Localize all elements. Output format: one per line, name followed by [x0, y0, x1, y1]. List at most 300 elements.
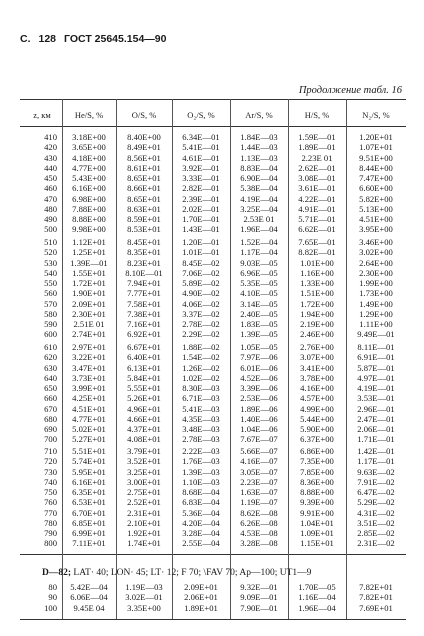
cell-o2: 1.01E—01: [182, 247, 220, 258]
cell-o: 7.77E+01: [127, 288, 161, 299]
cell-o: 1.74E+01: [127, 538, 161, 549]
cell-o: 4.37E+01: [127, 424, 161, 434]
cell-altitude: 530: [44, 257, 57, 268]
cell-n2: 3.51E—02: [357, 517, 395, 528]
cell-h: 6.86E+00: [300, 446, 334, 456]
cell-altitude: 510: [44, 237, 57, 247]
cell-altitude: 660: [44, 393, 57, 404]
cell-ar: 1.89E—06: [240, 403, 278, 414]
param-f: F: [181, 568, 187, 578]
cell-h: 7.35E+00: [300, 456, 334, 467]
cell-o2: 3.92E—01: [182, 162, 220, 173]
cell-h: 3.78E+00: [300, 372, 334, 383]
cell-he: 3.65E+00: [72, 142, 106, 153]
cell-he: 6.99E+01: [72, 528, 106, 538]
cell-n2: 2.06E—01: [357, 424, 395, 434]
cell-ar: 2.53E 01: [243, 214, 275, 224]
cell-he: 7.88E+00: [72, 203, 106, 214]
cell-o2: 4.06E—02: [182, 298, 220, 309]
cell-h: 1.94E+00: [300, 308, 334, 319]
cell-o: 8.10E—01: [125, 267, 163, 278]
cell-he: 3.73E+01: [72, 372, 106, 383]
cell-ar: 1.39E—05: [240, 329, 278, 340]
cell-he: 6.35E+01: [72, 487, 106, 497]
cell-o: 8.53E+01: [127, 224, 161, 235]
cell-he: 4.77E+00: [72, 162, 106, 173]
param-lat-value: 40;: [96, 568, 109, 578]
cell-altitude: 450: [44, 173, 57, 183]
cell-h: 3.41E+00: [300, 362, 334, 373]
cell-ar: 1.17E—04: [240, 247, 278, 258]
param-lat: LAT·: [73, 568, 94, 578]
cell-o2: 1.89E+01: [184, 602, 218, 613]
column-header-h: H/S, %: [304, 110, 330, 120]
cell-altitude: 590: [44, 319, 57, 329]
cell-o: 8.59E+01: [127, 214, 161, 224]
cell-n2: 4.19E—01: [357, 383, 395, 393]
cell-he: 3.22E+01: [72, 352, 106, 363]
cell-h: 4.22E—01: [298, 193, 336, 204]
cell-n2: 4.51E+00: [359, 214, 393, 224]
cell-n2: 4.97E—01: [357, 372, 395, 383]
cell-he: 1.39E—01: [70, 257, 108, 268]
cell-h: 1.96E—04: [298, 602, 336, 613]
cell-h: 1.09E+01: [300, 528, 334, 538]
cell-n2: 1.99E+00: [359, 278, 393, 288]
cell-o2: 1.43E—01: [182, 224, 220, 235]
cell-o2: 2.02E—01: [182, 203, 220, 214]
parameter-line: [42, 568, 311, 578]
cell-o: 4.66E+01: [127, 413, 161, 424]
cell-he: 5.27E+01: [72, 434, 106, 445]
cell-altitude: 460: [44, 183, 57, 194]
cell-o2: 1.76E—03: [182, 456, 220, 467]
cell-n2: 3.53E—01: [357, 393, 395, 404]
cell-n2: 9.51E+00: [359, 152, 393, 163]
cell-o: 6.67E+01: [127, 342, 161, 352]
cell-h: 6.37E+00: [300, 434, 334, 445]
cell-ar: 1.52E—04: [240, 237, 278, 247]
param-ap: Ap—100;: [239, 568, 278, 578]
param-f-value: 70;: [188, 568, 202, 578]
cell-o2: 6.34E—01: [182, 132, 220, 142]
cell-o: 4.96E+01: [127, 403, 161, 414]
cell-n2: 2.96E—01: [357, 403, 395, 414]
cell-h: 4.91E—01: [298, 203, 336, 214]
cell-ar: 5.35E—05: [240, 278, 278, 288]
cell-ar: 1.40E—06: [240, 413, 278, 424]
cell-o2: 1.54E—02: [182, 352, 220, 363]
cell-altitude: 730: [44, 466, 57, 477]
cell-o2: 4.35E—03: [182, 413, 220, 424]
cell-n2: 2.64E+00: [359, 257, 393, 268]
cell-altitude: 440: [44, 162, 57, 173]
cell-altitude: 610: [44, 342, 57, 352]
cell-o2: 2.09E+01: [184, 582, 218, 592]
cell-o: 8.35E+01: [127, 247, 161, 258]
cell-h: 4.57E+00: [300, 393, 334, 404]
cell-he: 5.95E+01: [72, 466, 106, 477]
cell-ar: 3.39E—06: [240, 383, 278, 393]
cell-ar: 7.90E—01: [240, 602, 278, 613]
table-bottom-rule: [20, 619, 406, 620]
section-separator-rule: [20, 554, 406, 555]
cell-o2: 1.02E—02: [182, 372, 220, 383]
table-top-rule: [20, 99, 406, 100]
cell-o2: 2.39E—01: [182, 193, 220, 204]
param-lt: LT·: [150, 568, 165, 578]
cell-o2: 1.88E—02: [182, 342, 220, 352]
cell-o2: 1.26E—02: [182, 362, 220, 373]
cell-n2: 1.07E+01: [359, 142, 393, 153]
cell-altitude: 470: [44, 193, 57, 204]
cell-ar: 1.44E—03: [240, 142, 278, 153]
param-lon-value: 45;: [135, 568, 149, 578]
cell-ar: 4.10E—05: [240, 288, 278, 299]
cell-n2: 3.46E+00: [359, 237, 393, 247]
cell-h: 5.90E+00: [300, 424, 334, 434]
cell-o: 8.40E+00: [127, 132, 161, 142]
cell-o2: 1.70E—01: [182, 214, 220, 224]
cell-h: 5.44E+00: [300, 413, 334, 424]
cell-n2: 7.82E+01: [359, 582, 393, 592]
cell-h: 2.46E+00: [300, 329, 334, 340]
cell-h: 1.72E+00: [300, 298, 334, 309]
cell-o: 7.94E+01: [127, 278, 161, 288]
cell-ar: 3.28E—08: [240, 538, 278, 549]
cell-he: 6.98E+00: [72, 193, 106, 204]
cell-ar: 1.19E—07: [240, 497, 278, 508]
cell-ar: 1.96E—04: [240, 224, 278, 235]
param-lon: LON·: [110, 568, 134, 578]
cell-ar: 4.19E—04: [240, 193, 278, 204]
cell-altitude: 430: [44, 152, 57, 163]
cell-o2: 5.41E—03: [182, 403, 220, 414]
cell-o2: 8.68E—04: [182, 487, 220, 497]
cell-o: 7.58E+01: [127, 298, 161, 309]
cell-n2: 5.29E—02: [357, 497, 395, 508]
cell-n2: 1.49E+00: [359, 298, 393, 309]
cell-ar: 2.23E—07: [240, 476, 278, 487]
cell-h: 1.15E+01: [300, 538, 334, 549]
cell-h: 3.07E+00: [300, 352, 334, 363]
cell-he: 6.16E+00: [72, 183, 106, 194]
cell-h: 1.59E—01: [298, 132, 336, 142]
cell-n2: 5.82E+00: [359, 193, 393, 204]
cell-o2: 2.78E—02: [182, 319, 220, 329]
cell-ar: 1.83E—05: [240, 319, 278, 329]
cell-altitude: 650: [44, 383, 57, 393]
cell-altitude: 480: [44, 203, 57, 214]
cell-altitude: 570: [44, 298, 57, 309]
cell-h: 6.62E—01: [298, 224, 336, 235]
cell-he: 4.18E+00: [72, 152, 106, 163]
column-header-o: O/S, %: [131, 110, 157, 120]
cell-altitude: 630: [44, 362, 57, 373]
cell-he: 6.53E+01: [72, 497, 106, 508]
cell-he: 1.55E+01: [72, 267, 106, 278]
cell-o: 3.02E—01: [125, 592, 163, 603]
cell-he: 4.51E+01: [72, 403, 106, 414]
cell-n2: 2.30E+00: [359, 267, 393, 278]
cell-he: 6.70E+01: [72, 507, 106, 518]
cell-altitude: 740: [44, 476, 57, 487]
cell-altitude: 680: [44, 413, 57, 424]
cell-altitude: 520: [44, 247, 57, 258]
cell-h: 7.85E+00: [300, 466, 334, 477]
cell-o2: 7.06E—02: [182, 267, 220, 278]
cell-altitude: 420: [44, 142, 57, 153]
cell-o: 2.52E+01: [127, 497, 161, 508]
cell-altitude: 760: [44, 497, 57, 508]
cell-o: 8.49E+01: [127, 142, 161, 153]
cell-he: 3.47E+01: [72, 362, 106, 373]
cell-he: 6.16E+01: [72, 476, 106, 487]
cell-o: 6.13E+01: [127, 362, 161, 373]
cell-n2: 9.49E—01: [357, 329, 395, 340]
cell-h: 1.33E+00: [300, 278, 334, 288]
cell-h: 2.62E—01: [298, 162, 336, 173]
cell-he: 2.97E+01: [72, 342, 106, 352]
cell-he: 7.11E+01: [72, 538, 106, 549]
table-continuation-caption: Продолжение табл. 16: [298, 85, 402, 96]
param-fav-value: 70;: [225, 568, 238, 578]
cell-ar: 6.26E—08: [240, 517, 278, 528]
cell-he: 9.98E+00: [72, 224, 106, 235]
cell-he: 9.45E 04: [73, 602, 105, 613]
cell-n2: 6.60E+00: [359, 183, 393, 194]
cell-o: 5.84E+01: [127, 372, 161, 383]
cell-he: 1.72E+01: [72, 278, 106, 288]
cell-o: 7.38E+01: [127, 308, 161, 319]
column-header-z: z, км: [33, 110, 51, 120]
cell-h: 8.88E+00: [300, 487, 334, 497]
page-number: 128: [38, 33, 57, 45]
cell-ar: 3.25E—04: [240, 203, 278, 214]
cell-n2: 2.85E—02: [357, 528, 395, 538]
cell-altitude: 780: [44, 517, 57, 528]
cell-he: 5.43E+00: [72, 173, 106, 183]
cell-o: 8.65E+01: [127, 173, 161, 183]
column-header-he: He/S, %: [74, 110, 104, 120]
cell-o2: 4.90E—02: [182, 288, 220, 299]
cell-h: 1.04E+01: [300, 517, 334, 528]
cell-n2: 5.13E+00: [359, 203, 393, 214]
cell-n2: 1.73E+00: [359, 288, 393, 299]
cell-h: 2.76E+00: [300, 342, 334, 352]
cell-n2: 1.17E—01: [357, 456, 395, 467]
cell-altitude: 550: [44, 278, 57, 288]
cell-o2: 3.37E—02: [182, 308, 220, 319]
header-bottom-rule: [20, 126, 406, 127]
cell-h: 8.82E—01: [298, 247, 336, 258]
cell-altitude: 750: [44, 487, 57, 497]
cell-o2: 3.33E—01: [182, 173, 220, 183]
cell-h: 7.65E—01: [298, 237, 336, 247]
cell-n2: 6.47E—02: [357, 487, 395, 497]
cell-n2: 3.02E+00: [359, 247, 393, 258]
cell-ar: 4.16E—07: [240, 456, 278, 467]
cell-altitude: 800: [44, 538, 57, 549]
page-header: [20, 32, 400, 46]
cell-o: 8.66E+01: [127, 183, 161, 194]
cell-altitude: 90: [48, 592, 57, 603]
cell-ar: 9.09E—01: [240, 592, 278, 603]
param-fav: \FAV: [203, 568, 223, 578]
cell-ar: 3.14E—05: [240, 298, 278, 309]
cell-ar: 1.63E—07: [240, 487, 278, 497]
cell-h: 2.23E 01: [301, 152, 333, 163]
cell-altitude: 620: [44, 352, 57, 363]
cell-h: 3.61E—01: [298, 183, 336, 194]
cell-altitude: 720: [44, 456, 57, 467]
cell-n2: 3.95E+00: [359, 224, 393, 235]
cell-o: 1.19E—03: [125, 582, 163, 592]
cell-ar: 7.67E—07: [240, 434, 278, 445]
cell-ar: 7.97E—06: [240, 352, 278, 363]
cell-altitude: 600: [44, 329, 57, 340]
cell-o2: 1.10E—03: [182, 476, 220, 487]
cell-ar: 8.62E—08: [240, 507, 278, 518]
cell-he: 2.51E 01: [73, 319, 105, 329]
cell-he: 5.02E+01: [72, 424, 106, 434]
cell-ar: 1.05E—05: [240, 342, 278, 352]
cell-o: 6.40E+01: [127, 352, 161, 363]
cell-altitude: 410: [44, 132, 57, 142]
cell-o2: 5.89E—02: [182, 278, 220, 288]
cell-he: 2.30E+01: [72, 308, 106, 319]
cell-ar: 1.84E—03: [240, 132, 278, 142]
cell-ar: 9.03E—05: [240, 257, 278, 268]
cell-ar: 9.32E—01: [240, 582, 278, 592]
cell-he: 4.77E+01: [72, 413, 106, 424]
cell-ar: 8.83E—04: [240, 162, 278, 173]
cell-altitude: 700: [44, 434, 57, 445]
cell-ar: 1.13E—03: [240, 152, 278, 163]
cell-h: 1.01E+00: [300, 257, 334, 268]
cell-o2: 2.55E—04: [182, 538, 220, 549]
cell-o2: 1.20E—01: [182, 237, 220, 247]
cell-o: 8.61E+01: [127, 162, 161, 173]
column-header-n2: N₂/S, %: [362, 110, 390, 120]
cell-he: 4.25E+01: [72, 393, 106, 404]
cell-o2: 5.41E—01: [182, 142, 220, 153]
cell-n2: 6.91E—01: [357, 352, 395, 363]
cell-altitude: 500: [44, 224, 57, 235]
cell-h: 5.71E—01: [298, 214, 336, 224]
cell-h: 9.91E+00: [300, 507, 334, 518]
cell-altitude: 790: [44, 528, 57, 538]
cell-ar: 1.04E—06: [240, 424, 278, 434]
cell-o: 2.75E+01: [127, 487, 161, 497]
cell-o2: 8.30E—03: [182, 383, 220, 393]
cell-o: 6.92E+01: [127, 329, 161, 340]
cell-n2: 4.31E—02: [357, 507, 395, 518]
cell-o2: 2.06E+01: [184, 592, 218, 603]
cell-ar: 2.53E—06: [240, 393, 278, 404]
cell-altitude: 670: [44, 403, 57, 414]
cell-o2: 6.83E—04: [182, 497, 220, 508]
param-ut: UT1—9: [279, 568, 312, 578]
cell-o2: 3.48E—03: [182, 424, 220, 434]
cell-n2: 7.47E+00: [359, 173, 393, 183]
cell-h: 1.70E—05: [298, 582, 336, 592]
cell-n2: 7.91E—02: [357, 476, 395, 487]
cell-ar: 4.53E—08: [240, 528, 278, 538]
cell-o2: 2.78E—03: [182, 434, 220, 445]
column-header-ar: Ar/S, %: [245, 110, 273, 120]
cell-ar: 6.96E—05: [240, 267, 278, 278]
cell-he: 5.74E+01: [72, 456, 106, 467]
cell-o2: 3.28E—04: [182, 528, 220, 538]
cell-he: 6.06E—04: [70, 592, 108, 603]
cell-ar: 5.66E—07: [240, 446, 278, 456]
cell-he: 3.99E+01: [72, 383, 106, 393]
cell-h: 3.08E—01: [298, 173, 336, 183]
cell-he: 6.85E+01: [72, 517, 106, 528]
page-letter: С.: [20, 33, 31, 45]
cell-n2: 7.82E+01: [359, 592, 393, 603]
cell-o: 8.65E+01: [127, 193, 161, 204]
cell-he: 1.90E+01: [72, 288, 106, 299]
cell-o2: 2.82E—01: [182, 183, 220, 194]
cell-n2: 1.11E+00: [359, 319, 393, 329]
cell-h: 8.36E+00: [300, 476, 334, 487]
cell-h: 2.19E+00: [300, 319, 334, 329]
cell-o: 3.35E+00: [127, 602, 161, 613]
cell-o2: 2.29E—02: [182, 329, 220, 340]
cell-h: 9.39E+00: [300, 497, 334, 508]
cell-h: 1.16E—04: [298, 592, 336, 603]
cell-n2: 1.71E—01: [357, 434, 395, 445]
param-d: D—82;: [42, 568, 72, 578]
cell-ar: 2.40E—05: [240, 308, 278, 319]
cell-he: 8.88E+00: [72, 214, 106, 224]
cell-h: 1.16E+00: [300, 267, 334, 278]
cell-o: 8.45E+01: [127, 237, 161, 247]
cell-o: 8.23E+01: [127, 257, 161, 268]
column-header-o2: O₂/S, %: [187, 110, 215, 120]
cell-n2: 2.47E—01: [357, 413, 395, 424]
cell-ar: 6.01E—06: [240, 362, 278, 373]
standard-title: ГОСТ 25645.154—90: [64, 33, 167, 45]
cell-n2: 9.63E—02: [357, 466, 395, 477]
cell-altitude: 540: [44, 267, 57, 278]
cell-altitude: 640: [44, 372, 57, 383]
cell-o: 8.56E+01: [127, 152, 161, 163]
cell-he: 2.09E+01: [72, 298, 106, 309]
cell-o2: 1.39E—03: [182, 466, 220, 477]
cell-altitude: 80: [48, 582, 57, 592]
cell-o: 5.55E+01: [127, 383, 161, 393]
cell-ar: 4.52E—06: [240, 372, 278, 383]
cell-o: 3.25E+01: [127, 466, 161, 477]
cell-h: 1.51E+00: [300, 288, 334, 299]
cell-o2: 6.71E—03: [182, 393, 220, 404]
cell-o2: 2.22E—03: [182, 446, 220, 456]
cell-n2: 1.20E+01: [359, 132, 393, 142]
cell-altitude: 690: [44, 424, 57, 434]
cell-ar: 3.05E—07: [240, 466, 278, 477]
cell-altitude: 580: [44, 308, 57, 319]
cell-o: 2.10E+01: [127, 517, 161, 528]
cell-o2: 4.61E—01: [182, 152, 220, 163]
cell-h: 4.16E+00: [300, 383, 334, 393]
cell-he: 1.12E+01: [72, 237, 106, 247]
cell-ar: 5.38E—04: [240, 183, 278, 194]
cell-o: 8.63E+01: [127, 203, 161, 214]
cell-n2: 8.44E+00: [359, 162, 393, 173]
